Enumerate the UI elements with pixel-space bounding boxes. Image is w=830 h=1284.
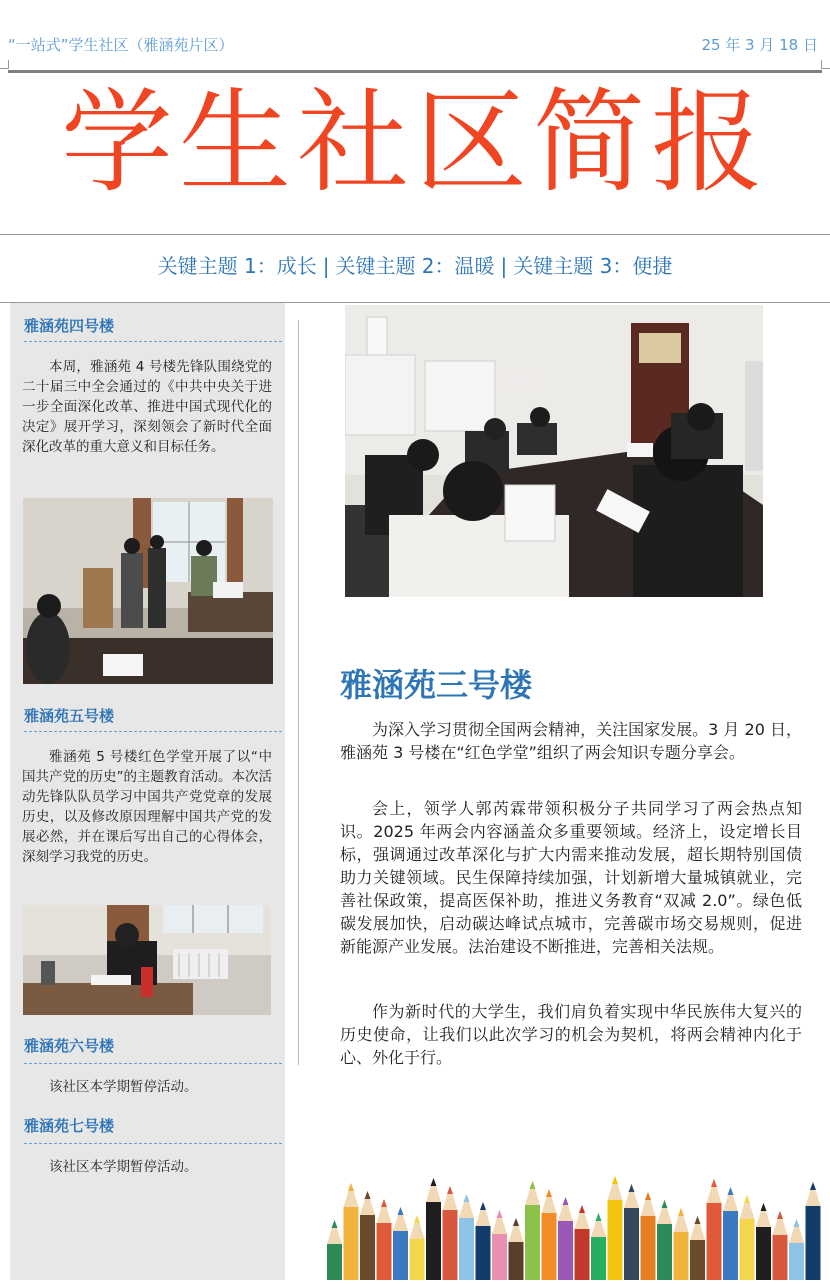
section-text-building4: 本周，雅涵苑 4 号楼先锋队围绕党的二十届三中全会通过的《中共中央关于进一步全面深化改革、推进中国式现代化的决定》展开学习，深刻领会了新时代全面深化改革的重大意义和目标任务。 (22, 359, 272, 455)
building3-photo (345, 305, 763, 597)
section-divider (24, 731, 282, 732)
pencil-shape (674, 1208, 689, 1280)
pencil-shape (426, 1178, 441, 1280)
section-divider (24, 341, 282, 342)
section-text-building5: 雅涵苑 5 号楼红色学堂开展了以“中国共产党的历史”的主题教育活动。本次活动先锋队队员学习中国共产党党章的发展历史，以及修改原因理解中国共产党的发展必然，并在课后写出自己的心得体会，深刻学习我党的历史。 (22, 749, 272, 865)
crop-mark (821, 60, 830, 69)
theme-1: 关键主题 1：成长 (157, 254, 317, 278)
pencil-shape (707, 1179, 722, 1280)
section-heading-building5: 雅涵苑五号楼 (24, 707, 115, 725)
pencil-shape (591, 1213, 606, 1280)
pencil-shape (525, 1181, 540, 1280)
pencil-shape (459, 1194, 474, 1280)
building5-photo (23, 905, 271, 1015)
pencil-shape (476, 1202, 491, 1280)
pencil-shape (773, 1211, 788, 1280)
pencil-shape (641, 1192, 656, 1280)
section-text-building6: 该社区本学期暂停活动。 (49, 1079, 198, 1095)
article-heading: 雅涵苑三号楼 (340, 666, 533, 704)
article-paragraph-2: 会上，领学人郭芮霖带领积极分子共同学习了两会热点知识。2025 年两会内容涵盖众多重要领域。经济上，设定增长目标，强调通过改革深化与扩大内需来推动发展，超长期特别国债助力关键领域。民生保障持续加强，计划新增大量城镇就业，完善社保政策，提高医保补助，推进义务教育“双减 2.0”。绿色低碳发展加快，启动碳达峰试点城市，完善碳市场交易规则，促进新能源产业发展。法治建设不断推进，完善相关法规。 (340, 799, 802, 956)
pencil-shape (756, 1203, 771, 1280)
pencil-shape (575, 1205, 590, 1280)
pencil-shape (509, 1218, 524, 1280)
pencil-shape (410, 1215, 425, 1280)
article-paragraph-3: 作为新时代的大学生，我们肩负着实现中华民族伟大复兴的历史使命，让我们以此次学习的机会为契机，将两会精神内化于心、外化于行。 (340, 1002, 802, 1067)
section-heading-building7: 雅涵苑七号楼 (24, 1117, 115, 1135)
pencil-shape (723, 1187, 738, 1280)
theme-separator: | (322, 254, 330, 278)
pencil-shape (327, 1220, 342, 1280)
header-date: 25 年 3 月 18 日 (701, 36, 818, 54)
header-left-text: “一站式”学生社区（雅涵苑片区） (8, 36, 234, 54)
pencil-shape (542, 1189, 557, 1280)
pencil-shape (657, 1200, 672, 1280)
pencil-shape (492, 1210, 507, 1280)
article-paragraph-1: 为深入学习贯彻全国两会精神，关注国家发展。3 月 20 日，雅涵苑 3 号楼在“红色学堂”组织了两会知识专题分享会。 (340, 720, 802, 762)
pencil-shape (690, 1216, 705, 1280)
title-divider (0, 234, 830, 235)
pencil-shape (806, 1182, 821, 1280)
pencil-shape (608, 1176, 623, 1280)
building4-photo (23, 498, 273, 684)
pencil-shape (393, 1207, 408, 1280)
theme-separator: | (500, 254, 508, 278)
theme-2: 关键主题 2：温暖 (335, 254, 495, 278)
pencil-shape (558, 1197, 573, 1280)
section-heading-building6: 雅涵苑六号楼 (24, 1037, 115, 1055)
crop-mark (0, 60, 9, 69)
newsletter-title: 学生社区简报 (61, 78, 769, 208)
pencil-shape (740, 1195, 755, 1280)
section-heading-building4: 雅涵苑四号楼 (24, 317, 115, 335)
sidebar (10, 303, 285, 1280)
column-divider (298, 320, 299, 1065)
pencil-shape (789, 1219, 804, 1280)
section-divider (24, 1143, 282, 1144)
themes-bar (0, 250, 830, 279)
pencil-shape (344, 1183, 359, 1280)
pencil-shape (443, 1186, 458, 1280)
pencil-border-decoration (325, 1148, 825, 1284)
section-divider (24, 1063, 282, 1064)
pencil-shape (377, 1199, 392, 1280)
pencil-shape (624, 1184, 639, 1280)
section-text-building7: 该社区本学期暂停活动。 (49, 1159, 198, 1175)
theme-3: 关键主题 3：便捷 (513, 254, 673, 278)
pencil-shape (360, 1191, 375, 1280)
header-rule (8, 70, 822, 73)
